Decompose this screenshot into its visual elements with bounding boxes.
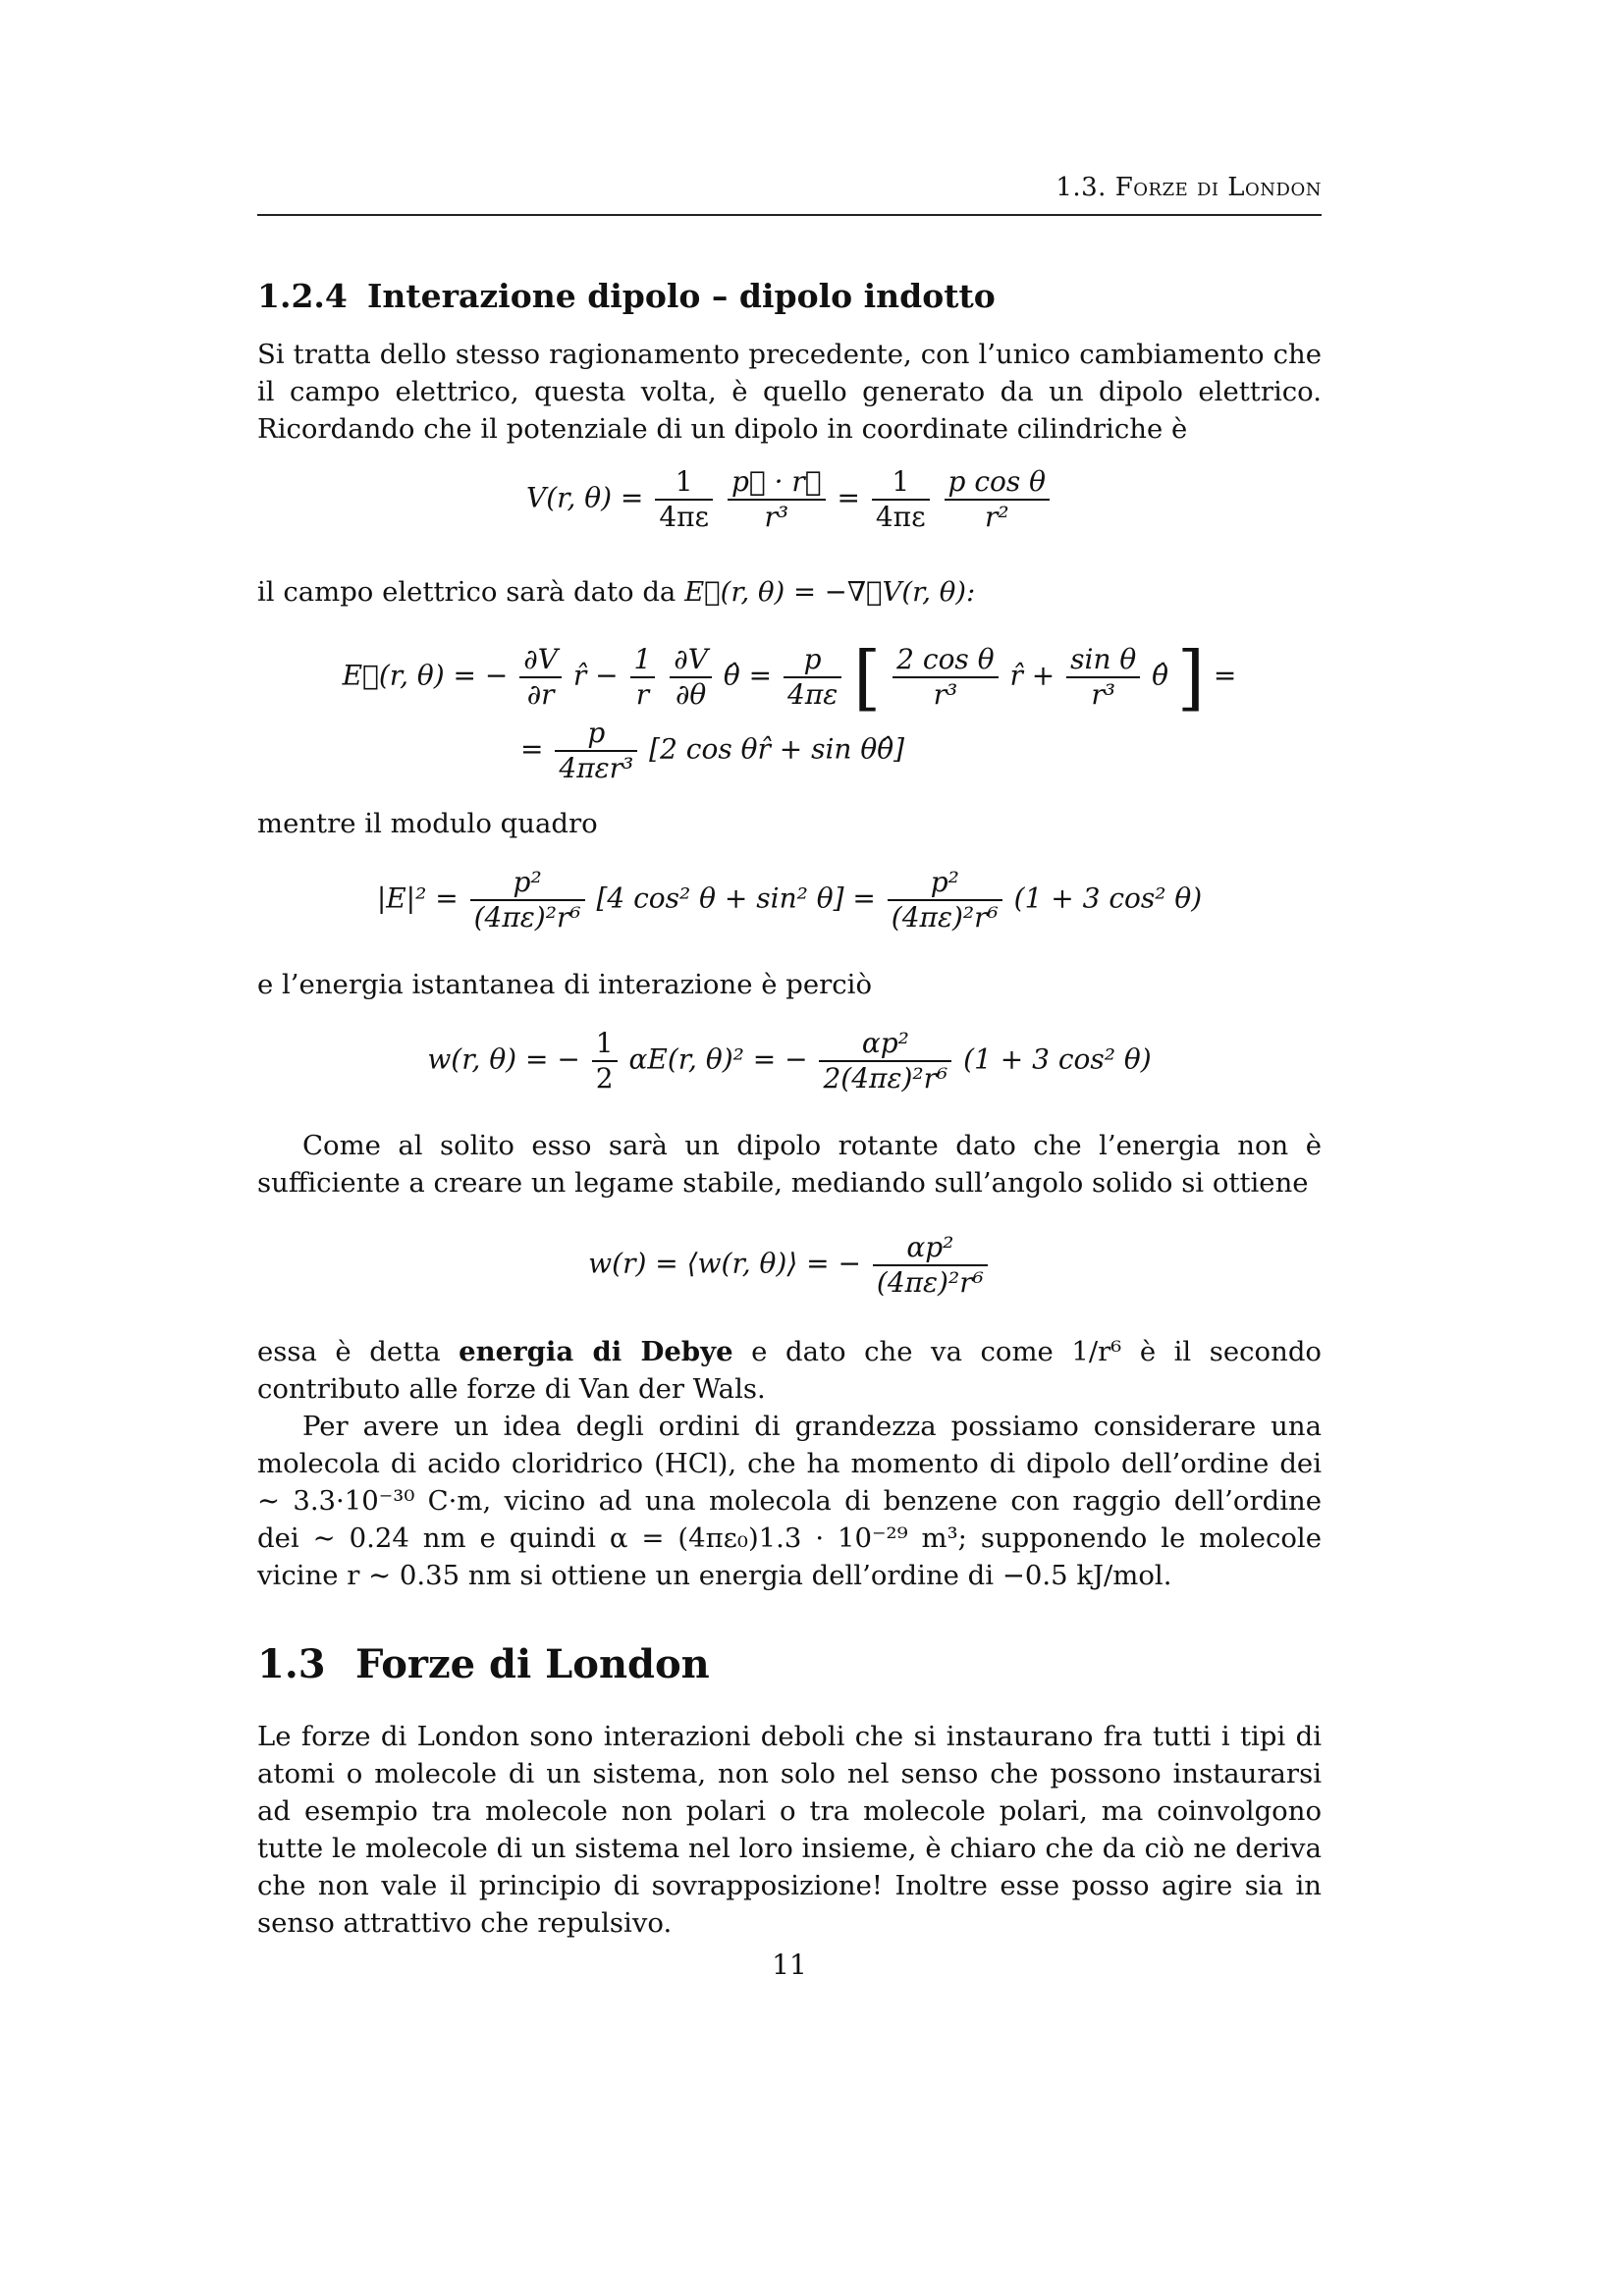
section-heading — [257, 1641, 710, 1687]
running-head-number: 1.3. — [1055, 173, 1115, 202]
paragraph-energy: e l’energia istantanea di interazione è perciò — [257, 969, 873, 1000]
paragraph-london: Le forze di London sono interazioni deboli che si instaurano fra tutti i tipi di atomi o molecole di un sistema, non solo nel senso che possono instaurarsi ad esempio tra molecole non polari o tra molecole polari, ma coinvolgono tutte le molecole di un sistema nel loro insieme, è chiaro che da ciò ne deriva che non vale il principio di sovrapposizione! Inoltre esse posso agire sia in senso attrattivo che repulsivo. — [257, 1721, 1322, 1939]
equation-energy: w(r, θ) = − $\frac{1}{2}$ αE(r, θ)² = − $\frac{\text{αp²}}{\text{2(4πε)²r⁶}}$ (1 + 3 cos² θ) — [427, 1027, 1152, 1095]
section-title: Forze di London — [355, 1641, 710, 1687]
equation-potential: V(r, θ) = $\frac{1}{4\pi\varepsilon}$ $\frac{p⃗ \cdot r⃗}{\text{r³}}$ = $\frac{1}{4\pi\varepsilon}$ $\frac{\text{p cos θ}}{\text{r²}}$ — [257, 465, 1322, 534]
running-head-title: Forze di London — [1114, 173, 1322, 202]
eq1-frac-2: $\frac{p⃗ \cdot r⃗}{\text{r³}}$ — [728, 465, 826, 534]
equation-modulus: |E|² = $\frac{\text{p²}}{\text{(4πε)²r⁶}}$ [4 cos² θ + sin² θ] = $\frac{\text{p²}}{\text{(4πε)²r⁶}}$ (1 + 3 cos² θ) — [376, 866, 1203, 934]
eq1-lhs: V(r, θ) = — [526, 481, 644, 514]
paragraph-modulus: mentre il modulo quadro — [257, 808, 598, 839]
page-number: 11 — [772, 1949, 807, 1981]
equation-field: E⃗(r, θ) = − $\frac{\partial V}{\partial r}$ r̂ − $\frac{1}{r}$ $\frac{\partial V}{\partial\theta}$ θ̂ = $\frac{p}{4\pi\varepsilon}$ [ $\frac{\text{2 cos θ}}{\text{r³}}$ r̂ + $\frac{\text{sin θ}}{\text{r³}}$ θ̂ ] = — [342, 636, 1237, 719]
equation-average: w(r) = ⟨w(r, θ)⟩ = − $\frac{\text{αp²}}{\text{(4πε)²r⁶}}$ — [257, 1231, 1322, 1300]
subsection-title: Interazione dipolo – dipolo indotto — [367, 277, 996, 315]
subsection-heading — [257, 277, 996, 315]
section-number: 1.3 — [257, 1641, 326, 1687]
paragraph-intro: Si tratta dello stesso ragionamento precedente, con l’unico cambiamento che il campo elettrico, questa volta, è quello generato da un dipolo elettrico. Ricordando che il potenziale di un dipolo in coordinate cilindriche è — [257, 339, 1322, 445]
equation-field-2: = $\frac{p}{\text{4πεr³}}$ [2 cos θr̂ + sin θθ̂] — [520, 717, 904, 784]
paragraph-example: Per avere un idea degli ordini di grandezza possiamo considerare una molecola di acido cloridrico (HCl), che ha momento di dipolo dell’ordine dei ∼ 3.3·10⁻³⁰ C·m, vicino ad una molecola di benzene con raggio dell’ordine dei ∼ 0.24 nm e quindi α = (4πε₀)1.3 · 10⁻²⁹ m³; supponendo le molecole vicine r ∼ 0.35 nm si ottiene un energia dell’ordine di −0.5 kJ/mol. — [257, 1411, 1322, 1591]
keyword-debye: energia di Debye — [459, 1336, 733, 1367]
eq1-frac-3: $\frac{1}{4\pi\varepsilon}$ — [872, 465, 930, 534]
subsection-number: 1.2.4 — [257, 277, 348, 315]
header-rule — [257, 214, 1322, 216]
paragraph-debye: essa è detta energia di Debye e dato che va come 1/r⁶ è il secondo contributo alle forze di Van der Wals. — [257, 1336, 1322, 1405]
paragraph-field: il campo elettrico sarà dato da E⃗(r, θ) = −∇⃗V(r, θ): — [257, 576, 976, 608]
eq1-frac-1: $\frac{1}{4\pi\varepsilon}$ — [655, 465, 713, 534]
eq1-frac-4: $\frac{\text{p cos θ}}{\text{r²}}$ — [945, 465, 1051, 534]
paragraph-rotating: Come al solito esso sarà un dipolo rotante dato che l’energia non è sufficiente a creare un legame stabile, mediando sull’angolo solido si ottiene — [257, 1130, 1322, 1199]
running-head — [257, 173, 1322, 202]
